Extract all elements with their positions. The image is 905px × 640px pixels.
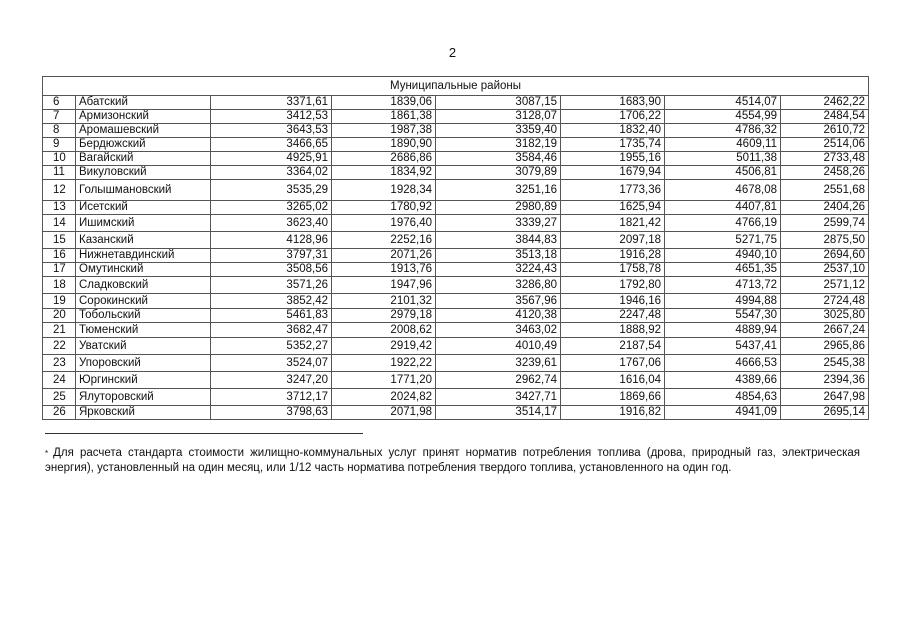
value-3-cell: 3513,18 xyxy=(436,249,561,263)
value-3-cell: 3239,61 xyxy=(436,355,561,372)
table-body xyxy=(43,77,869,420)
value-6-cell: 2458,26 xyxy=(781,166,869,180)
value-3-cell: 3251,16 xyxy=(436,180,561,201)
table-row xyxy=(43,355,869,372)
row-index-cell: 14 xyxy=(43,215,76,232)
district-name-cell: Армизонский xyxy=(76,110,211,124)
value-3-cell: 3359,40 xyxy=(436,124,561,138)
value-1-cell: 3623,40 xyxy=(211,215,332,232)
value-5-cell: 4889,94 xyxy=(665,323,781,338)
value-3-cell: 2980,89 xyxy=(436,201,561,215)
table-row xyxy=(43,338,869,355)
value-5-cell: 4506,81 xyxy=(665,166,781,180)
value-1-cell: 3466,65 xyxy=(211,138,332,152)
value-4-cell: 1916,82 xyxy=(561,406,665,420)
table-row xyxy=(43,138,869,152)
value-5-cell: 4666,53 xyxy=(665,355,781,372)
table-row xyxy=(43,249,869,263)
value-6-cell: 2394,36 xyxy=(781,372,869,389)
value-6-cell: 2462,22 xyxy=(781,96,869,110)
footnote-separator xyxy=(45,433,363,434)
row-index-cell: 20 xyxy=(43,309,76,323)
row-index-cell: 19 xyxy=(43,294,76,309)
value-4-cell: 1869,66 xyxy=(561,389,665,406)
row-index-cell: 8 xyxy=(43,124,76,138)
value-4-cell: 2247,48 xyxy=(561,309,665,323)
value-1-cell: 5352,27 xyxy=(211,338,332,355)
district-name-cell: Нижнетавдинский xyxy=(76,249,211,263)
district-name-cell: Уватский xyxy=(76,338,211,355)
district-name-cell: Аромашевский xyxy=(76,124,211,138)
district-name-cell: Вагайский xyxy=(76,152,211,166)
table-row xyxy=(43,152,869,166)
value-6-cell: 2647,98 xyxy=(781,389,869,406)
district-name-cell: Юргинский xyxy=(76,372,211,389)
table-row xyxy=(43,166,869,180)
value-2-cell: 1834,92 xyxy=(332,166,436,180)
district-name-cell: Ишимский xyxy=(76,215,211,232)
value-4-cell: 1946,16 xyxy=(561,294,665,309)
value-2-cell: 1890,90 xyxy=(332,138,436,152)
row-index-cell: 18 xyxy=(43,277,76,294)
value-3-cell: 3182,19 xyxy=(436,138,561,152)
value-6-cell: 2875,50 xyxy=(781,232,869,249)
table-row xyxy=(43,201,869,215)
value-1-cell: 3412,53 xyxy=(211,110,332,124)
value-1-cell: 3798,63 xyxy=(211,406,332,420)
value-3-cell: 3339,27 xyxy=(436,215,561,232)
row-index-cell: 12 xyxy=(43,180,76,201)
district-name-cell: Омутинский xyxy=(76,263,211,277)
district-name-cell: Сладковский xyxy=(76,277,211,294)
value-5-cell: 4713,72 xyxy=(665,277,781,294)
value-5-cell: 4940,10 xyxy=(665,249,781,263)
value-4-cell: 1679,94 xyxy=(561,166,665,180)
footnote-text: Для расчета стандарта стоимости жилищно-коммунальных услуг принят норматив потребления топлива (дрова, природный газ, электрическая энергия), установленный на один месяц, или 1/12 часть норматива потребления твердого топлива, установленного на один год. xyxy=(45,447,860,474)
value-3-cell: 3567,96 xyxy=(436,294,561,309)
value-5-cell: 4389,66 xyxy=(665,372,781,389)
page-number: 2 xyxy=(448,45,457,60)
row-index-cell: 10 xyxy=(43,152,76,166)
value-4-cell: 2097,18 xyxy=(561,232,665,249)
value-2-cell: 2024,82 xyxy=(332,389,436,406)
value-5-cell: 4678,08 xyxy=(665,180,781,201)
value-1-cell: 3364,02 xyxy=(211,166,332,180)
table-row xyxy=(43,323,869,338)
value-2-cell: 1839,06 xyxy=(332,96,436,110)
value-1-cell: 3524,07 xyxy=(211,355,332,372)
value-3-cell: 4120,38 xyxy=(436,309,561,323)
value-2-cell: 1976,40 xyxy=(332,215,436,232)
value-5-cell: 5011,38 xyxy=(665,152,781,166)
value-3-cell: 3128,07 xyxy=(436,110,561,124)
tariff-table xyxy=(42,76,869,420)
value-4-cell: 1888,92 xyxy=(561,323,665,338)
table-row xyxy=(43,110,869,124)
value-3-cell: 3427,71 xyxy=(436,389,561,406)
value-6-cell: 2537,10 xyxy=(781,263,869,277)
value-3-cell: 2962,74 xyxy=(436,372,561,389)
value-6-cell: 2551,68 xyxy=(781,180,869,201)
row-index-cell: 25 xyxy=(43,389,76,406)
value-6-cell: 2667,24 xyxy=(781,323,869,338)
value-6-cell: 2571,12 xyxy=(781,277,869,294)
value-1-cell: 3852,42 xyxy=(211,294,332,309)
table-row xyxy=(43,389,869,406)
value-2-cell: 1780,92 xyxy=(332,201,436,215)
value-4-cell: 1955,16 xyxy=(561,152,665,166)
value-1-cell: 5461,83 xyxy=(211,309,332,323)
value-5-cell: 5547,30 xyxy=(665,309,781,323)
value-4-cell: 1792,80 xyxy=(561,277,665,294)
value-3-cell: 3463,02 xyxy=(436,323,561,338)
value-2-cell: 1987,38 xyxy=(332,124,436,138)
value-2-cell: 1922,22 xyxy=(332,355,436,372)
value-4-cell: 1616,04 xyxy=(561,372,665,389)
value-4-cell: 1735,74 xyxy=(561,138,665,152)
value-5-cell: 4651,35 xyxy=(665,263,781,277)
table-row xyxy=(43,96,869,110)
value-5-cell: 4994,88 xyxy=(665,294,781,309)
table-row xyxy=(43,180,869,201)
value-5-cell: 4786,32 xyxy=(665,124,781,138)
row-index-cell: 13 xyxy=(43,201,76,215)
value-3-cell: 3584,46 xyxy=(436,152,561,166)
value-4-cell: 1758,78 xyxy=(561,263,665,277)
row-index-cell: 7 xyxy=(43,110,76,124)
value-3-cell: 3079,89 xyxy=(436,166,561,180)
tariff-table-container xyxy=(42,76,868,420)
value-2-cell: 1947,96 xyxy=(332,277,436,294)
value-1-cell: 3265,02 xyxy=(211,201,332,215)
district-name-cell: Ялуторовский xyxy=(76,389,211,406)
value-1-cell: 4128,96 xyxy=(211,232,332,249)
value-4-cell: 1916,28 xyxy=(561,249,665,263)
row-index-cell: 11 xyxy=(43,166,76,180)
value-1-cell: 3371,61 xyxy=(211,96,332,110)
value-1-cell: 3571,26 xyxy=(211,277,332,294)
value-2-cell: 1913,76 xyxy=(332,263,436,277)
row-index-cell: 23 xyxy=(43,355,76,372)
footnote-marker: * xyxy=(45,449,49,458)
value-3-cell: 3844,83 xyxy=(436,232,561,249)
district-name-cell: Абатский xyxy=(76,96,211,110)
value-2-cell: 2071,98 xyxy=(332,406,436,420)
footnote xyxy=(45,446,860,476)
value-4-cell: 1706,22 xyxy=(561,110,665,124)
district-name-cell: Исетский xyxy=(76,201,211,215)
district-name-cell: Ярковский xyxy=(76,406,211,420)
value-1-cell: 3682,47 xyxy=(211,323,332,338)
value-2-cell: 2686,86 xyxy=(332,152,436,166)
table-row xyxy=(43,406,869,420)
table-row xyxy=(43,309,869,323)
district-name-cell: Тобольский xyxy=(76,309,211,323)
row-index-cell: 22 xyxy=(43,338,76,355)
value-6-cell: 2724,48 xyxy=(781,294,869,309)
value-2-cell: 1861,38 xyxy=(332,110,436,124)
table-row xyxy=(43,263,869,277)
row-index-cell: 15 xyxy=(43,232,76,249)
value-5-cell: 5271,75 xyxy=(665,232,781,249)
row-index-cell: 21 xyxy=(43,323,76,338)
district-name-cell: Казанский xyxy=(76,232,211,249)
row-index-cell: 16 xyxy=(43,249,76,263)
value-1-cell: 3535,29 xyxy=(211,180,332,201)
value-2-cell: 2101,32 xyxy=(332,294,436,309)
district-name-cell: Тюменский xyxy=(76,323,211,338)
row-index-cell: 9 xyxy=(43,138,76,152)
value-6-cell: 3025,80 xyxy=(781,309,869,323)
value-6-cell: 2695,14 xyxy=(781,406,869,420)
district-name-cell: Голышмановский xyxy=(76,180,211,201)
value-5-cell: 4407,81 xyxy=(665,201,781,215)
table-row xyxy=(43,372,869,389)
row-index-cell: 26 xyxy=(43,406,76,420)
row-index-cell: 6 xyxy=(43,96,76,110)
value-1-cell: 3712,17 xyxy=(211,389,332,406)
value-5-cell: 5437,41 xyxy=(665,338,781,355)
value-1-cell: 3508,56 xyxy=(211,263,332,277)
value-2-cell: 2979,18 xyxy=(332,309,436,323)
value-6-cell: 2545,38 xyxy=(781,355,869,372)
value-5-cell: 4766,19 xyxy=(665,215,781,232)
value-6-cell: 2404,26 xyxy=(781,201,869,215)
value-6-cell: 2599,74 xyxy=(781,215,869,232)
value-2-cell: 2252,16 xyxy=(332,232,436,249)
value-2-cell: 2071,26 xyxy=(332,249,436,263)
district-name-cell: Бердюжский xyxy=(76,138,211,152)
district-name-cell: Сорокинский xyxy=(76,294,211,309)
value-6-cell: 2694,60 xyxy=(781,249,869,263)
value-3-cell: 3286,80 xyxy=(436,277,561,294)
row-index-cell: 17 xyxy=(43,263,76,277)
table-row xyxy=(43,294,869,309)
value-3-cell: 3224,43 xyxy=(436,263,561,277)
value-4-cell: 2187,54 xyxy=(561,338,665,355)
value-6-cell: 2733,48 xyxy=(781,152,869,166)
value-3-cell: 4010,49 xyxy=(436,338,561,355)
row-index-cell: 24 xyxy=(43,372,76,389)
value-4-cell: 1832,40 xyxy=(561,124,665,138)
value-5-cell: 4609,11 xyxy=(665,138,781,152)
value-4-cell: 1625,94 xyxy=(561,201,665,215)
value-1-cell: 3643,53 xyxy=(211,124,332,138)
value-4-cell: 1683,90 xyxy=(561,96,665,110)
value-2-cell: 1771,20 xyxy=(332,372,436,389)
value-2-cell: 2919,42 xyxy=(332,338,436,355)
district-name-cell: Викуловский xyxy=(76,166,211,180)
value-5-cell: 4941,09 xyxy=(665,406,781,420)
value-5-cell: 4554,99 xyxy=(665,110,781,124)
value-2-cell: 2008,62 xyxy=(332,323,436,338)
value-4-cell: 1773,36 xyxy=(561,180,665,201)
table-row xyxy=(43,277,869,294)
value-6-cell: 2514,06 xyxy=(781,138,869,152)
value-4-cell: 1821,42 xyxy=(561,215,665,232)
value-6-cell: 2484,54 xyxy=(781,110,869,124)
value-3-cell: 3087,15 xyxy=(436,96,561,110)
district-name-cell: Упоровский xyxy=(76,355,211,372)
value-3-cell: 3514,17 xyxy=(436,406,561,420)
value-2-cell: 1928,34 xyxy=(332,180,436,201)
section-header-row xyxy=(43,77,869,96)
value-1-cell: 3797,31 xyxy=(211,249,332,263)
value-1-cell: 3247,20 xyxy=(211,372,332,389)
value-5-cell: 4514,07 xyxy=(665,96,781,110)
table-row xyxy=(43,124,869,138)
table-row xyxy=(43,215,869,232)
value-5-cell: 4854,63 xyxy=(665,389,781,406)
value-6-cell: 2610,72 xyxy=(781,124,869,138)
value-6-cell: 2965,86 xyxy=(781,338,869,355)
section-title: Муниципальные районы xyxy=(43,77,869,96)
table-row xyxy=(43,232,869,249)
value-4-cell: 1767,06 xyxy=(561,355,665,372)
value-1-cell: 4925,91 xyxy=(211,152,332,166)
